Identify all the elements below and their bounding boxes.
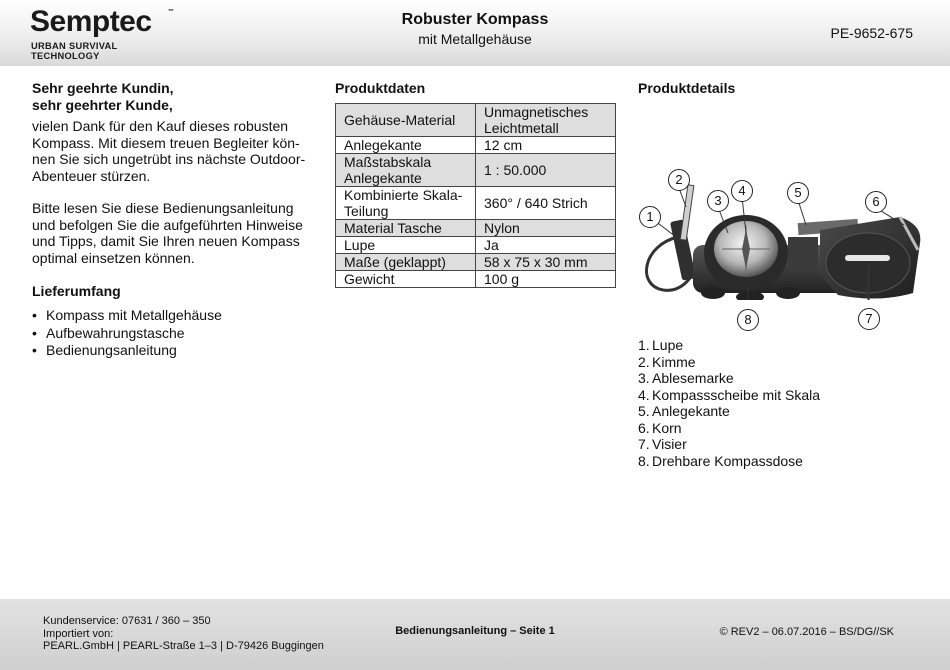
product-details-column bbox=[638, 80, 928, 469]
page-footer bbox=[0, 599, 950, 670]
table-cell-value: 100 g bbox=[476, 271, 616, 288]
part-label: Visier bbox=[652, 436, 687, 452]
page-indicator: Bedienungsanleitung – Seite 1 bbox=[395, 625, 555, 637]
list-item: • Kompass mit Metallgehäuse bbox=[32, 307, 317, 325]
table-cell-value: Ja bbox=[476, 237, 616, 254]
table-cell-value: 1 : 50.000 bbox=[476, 154, 616, 187]
callout-7: 7 bbox=[858, 308, 880, 330]
document-title: Robuster Kompass bbox=[401, 11, 549, 28]
sight-slot bbox=[845, 255, 890, 261]
hinge bbox=[788, 237, 818, 271]
table-cell-value: 360° / 640 Strich bbox=[476, 187, 616, 220]
part-number: 6. bbox=[638, 419, 650, 436]
table-cell-key: Material Tasche bbox=[336, 220, 476, 237]
part-label: Ablesemarke bbox=[652, 370, 734, 386]
compass-image bbox=[638, 125, 928, 300]
list-item bbox=[638, 370, 820, 387]
table-cell-key: Maßstabskala Anlegekante bbox=[336, 154, 476, 187]
product-data-table bbox=[335, 103, 616, 288]
part-number: 4. bbox=[638, 386, 650, 403]
document-subtitle: mit Metallgehäuse bbox=[418, 31, 532, 47]
page-header bbox=[0, 0, 950, 66]
callout-2: 2 bbox=[668, 169, 690, 191]
callout-3: 3 bbox=[707, 190, 729, 212]
delivery-list bbox=[32, 307, 317, 360]
part-label: Lupe bbox=[652, 337, 684, 353]
product-data-heading: Produktdaten bbox=[335, 80, 426, 96]
part-label: Korn bbox=[652, 419, 682, 436]
list-item: • Bedienungsanleitung bbox=[32, 342, 317, 360]
part-label: Kompassscheibe mit Skala bbox=[652, 386, 821, 403]
company-address: PEARL.GmbH | PEARL-Straße 1–3 | D-79426 Buggingen bbox=[43, 640, 324, 652]
table-cell-value: Nylon bbox=[476, 220, 616, 237]
imported-by: Importiert von: bbox=[43, 627, 114, 640]
table-cell-key: Kombinierte Skala-Teilung bbox=[336, 187, 476, 220]
product-code: PE-9652-675 bbox=[830, 25, 913, 41]
logo-wordmark: Semptec bbox=[30, 5, 152, 38]
part-number: 8. bbox=[638, 452, 650, 469]
table-cell-key: Maße (geklappt) bbox=[336, 254, 476, 271]
compass-illustration bbox=[638, 125, 928, 327]
part-label: Kimme bbox=[652, 353, 696, 370]
part-label: Anlegekante bbox=[652, 403, 730, 419]
compass-foot bbox=[701, 287, 725, 299]
list-item bbox=[638, 354, 820, 371]
part-number: 1. bbox=[638, 337, 650, 353]
list-item bbox=[638, 387, 820, 404]
table-row bbox=[336, 187, 616, 220]
table-row bbox=[336, 154, 616, 187]
part-number: 7. bbox=[638, 436, 650, 452]
callout-5: 5 bbox=[787, 182, 809, 204]
revision-info: © REV2 – 06.07.2016 – BS/DG//SK bbox=[719, 626, 894, 638]
product-data-column bbox=[335, 80, 620, 288]
greeting-line-1: Sehr geehrte Kundin, bbox=[32, 80, 174, 96]
rear-sight bbox=[680, 185, 694, 240]
part-number: 5. bbox=[638, 403, 650, 419]
callout-1: 1 bbox=[639, 206, 661, 228]
table-cell-key: Lupe bbox=[336, 237, 476, 254]
table-cell-key: Anlegekante bbox=[336, 137, 476, 154]
table-cell-value: Unmagnetisches Leichtmetall bbox=[476, 104, 616, 137]
intro-column bbox=[32, 80, 317, 360]
table-cell-value: 58 x 75 x 30 mm bbox=[476, 254, 616, 271]
intro-paragraph: vielen Dank für den Kauf dieses robusten Kompass. Mit diesem treuen Begleiter kön-nen Sie sich ungetrübt ins nächste Outdoor-Abenteuer stürzen. bbox=[32, 118, 306, 184]
list-item bbox=[638, 403, 820, 420]
table-cell-value: 12 cm bbox=[476, 137, 616, 154]
compass-foot bbox=[776, 287, 800, 299]
list-item bbox=[638, 420, 820, 437]
callout-8: 8 bbox=[737, 309, 759, 331]
table-row bbox=[336, 104, 616, 137]
semptec-logo bbox=[30, 5, 180, 61]
table-cell-key: Gehäuse-Material bbox=[336, 104, 476, 137]
list-item bbox=[638, 453, 820, 470]
list-item bbox=[638, 337, 820, 354]
parts-list bbox=[638, 337, 820, 469]
table-row bbox=[336, 237, 616, 254]
list-item bbox=[638, 436, 820, 453]
table-row bbox=[336, 271, 616, 288]
greeting-line-2: sehr geehrter Kunde, bbox=[32, 97, 173, 113]
instructions-paragraph: Bitte lesen Sie diese Bedienungsanleitung und befolgen Sie die aufgeführten Hinweise und Tipps, damit Sie Ihren neuen Kompass optimal einsetzen können. bbox=[32, 200, 303, 266]
delivery-heading: Lieferumfang bbox=[32, 283, 121, 299]
product-details-heading: Produktdetails bbox=[638, 80, 736, 96]
table-cell-key: Gewicht bbox=[336, 271, 476, 288]
logo-trademark: ™ bbox=[168, 9, 174, 15]
footer-contact bbox=[43, 615, 324, 653]
table-row bbox=[336, 254, 616, 271]
table-row bbox=[336, 220, 616, 237]
part-number: 3. bbox=[638, 370, 650, 386]
part-number: 2. bbox=[638, 353, 650, 370]
callout-6: 6 bbox=[865, 191, 887, 213]
callout-4: 4 bbox=[731, 180, 753, 202]
table-row bbox=[336, 137, 616, 154]
part-label: Drehbare Kompassdose bbox=[652, 452, 803, 469]
logo-tagline: URBAN SURVIVAL TECHNOLOGY bbox=[31, 41, 118, 61]
list-item: • Aufbewahrungstasche bbox=[32, 325, 317, 343]
customer-service: Kundenservice: 07631 / 360 – 350 bbox=[43, 615, 211, 627]
